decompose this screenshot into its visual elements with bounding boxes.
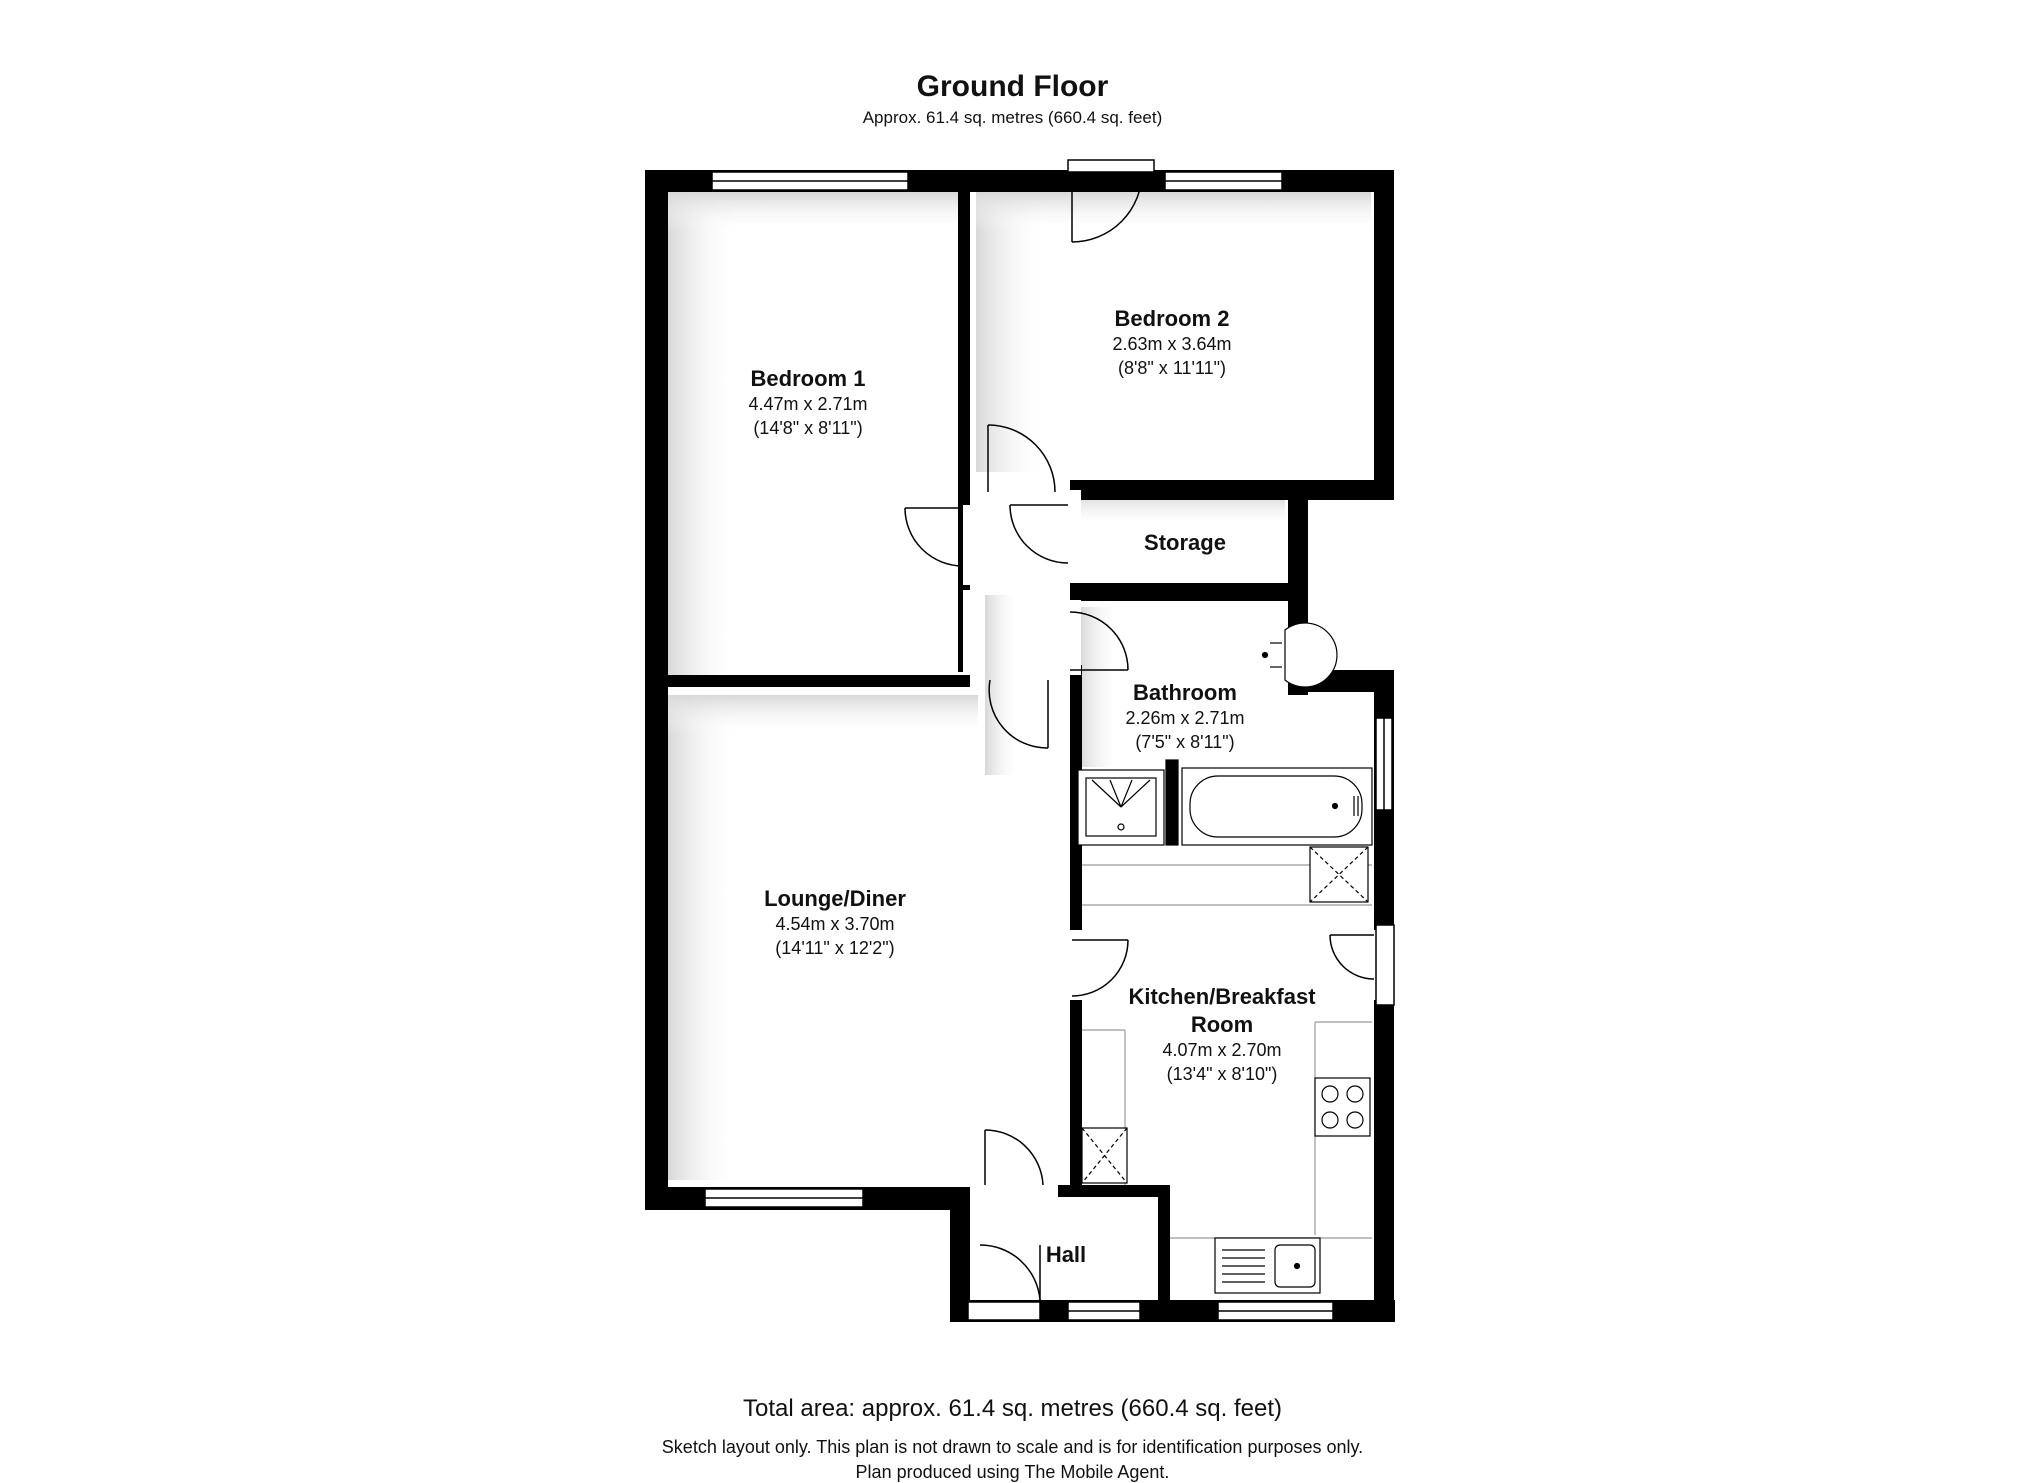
door-front xyxy=(968,1245,1040,1320)
kitchen-sink xyxy=(1215,1238,1320,1293)
shower-bath-divider xyxy=(1166,760,1178,845)
lounge-name: Lounge/Diner xyxy=(764,886,906,911)
disclaimer-line2: Plan produced using The Mobile Agent. xyxy=(855,1462,1170,1482)
door-storage xyxy=(1010,505,1068,563)
bedroom1-name: Bedroom 1 xyxy=(750,366,866,391)
kitchen-top-counter xyxy=(1082,847,1372,905)
bedroom2-bottom-wall xyxy=(1070,480,1394,500)
door-kitchen-side xyxy=(1330,925,1394,1005)
outer-wall-right-top xyxy=(1374,170,1394,500)
door-bedroom1 xyxy=(905,508,963,566)
storage-name: Storage xyxy=(1144,530,1226,555)
outer-wall-left xyxy=(645,170,668,1210)
wash-basin xyxy=(1263,623,1337,687)
bathtub xyxy=(1182,768,1372,845)
shower-tray xyxy=(1078,770,1164,845)
bedroom1-dims-metric: 4.47m x 2.71m xyxy=(748,394,868,414)
floor-area-subtitle: Approx. 61.4 sq. metres (660.4 sq. feet) xyxy=(862,108,1163,127)
bedroom1-dims-imperial: (14'8" x 8'11") xyxy=(753,418,863,438)
lounge-dims-imperial: (14'11" x 12'2") xyxy=(775,938,895,958)
kitchen-dims-imperial: (13'4" x 8'10") xyxy=(1166,1064,1278,1084)
kitchen-left-counter xyxy=(1082,1030,1127,1185)
total-area: Total area: approx. 61.4 sq. metres (660.4 sq. feet) xyxy=(743,1395,1282,1422)
bathroom-dims-imperial: (7'5" x 8'11") xyxy=(1135,732,1235,752)
floor-title: Ground Floor xyxy=(916,70,1109,103)
kitchen-hall-wall xyxy=(1058,1185,1170,1197)
bedroom1-bottom-wall xyxy=(668,675,970,687)
disclaimer-line1: Sketch layout only. This plan is not drawn to scale and is for identification purposes only. xyxy=(661,1437,1364,1457)
hall-right-wall xyxy=(1158,1185,1170,1310)
bedroom2-name: Bedroom 2 xyxy=(1114,306,1230,331)
bathroom-dims-metric: 2.26m x 2.71m xyxy=(1125,708,1245,728)
hob xyxy=(1315,1078,1370,1136)
kitchen-name-line1: Kitchen/Breakfast xyxy=(1128,984,1316,1009)
bedroom2-dims-metric: 2.63m x 3.64m xyxy=(1112,334,1232,354)
bedroom2-dims-imperial: (8'8" x 11'11") xyxy=(1117,358,1227,378)
kitchen-dims-metric: 4.07m x 2.70m xyxy=(1162,1040,1282,1060)
hall-name: Hall xyxy=(1045,1242,1087,1267)
lounge-dims-metric: 4.54m x 3.70m xyxy=(775,914,895,934)
storage-bottom-wall xyxy=(1070,583,1308,601)
bathroom-name: Bathroom xyxy=(1133,680,1237,705)
kitchen-name-line2: Room xyxy=(1190,1012,1254,1037)
